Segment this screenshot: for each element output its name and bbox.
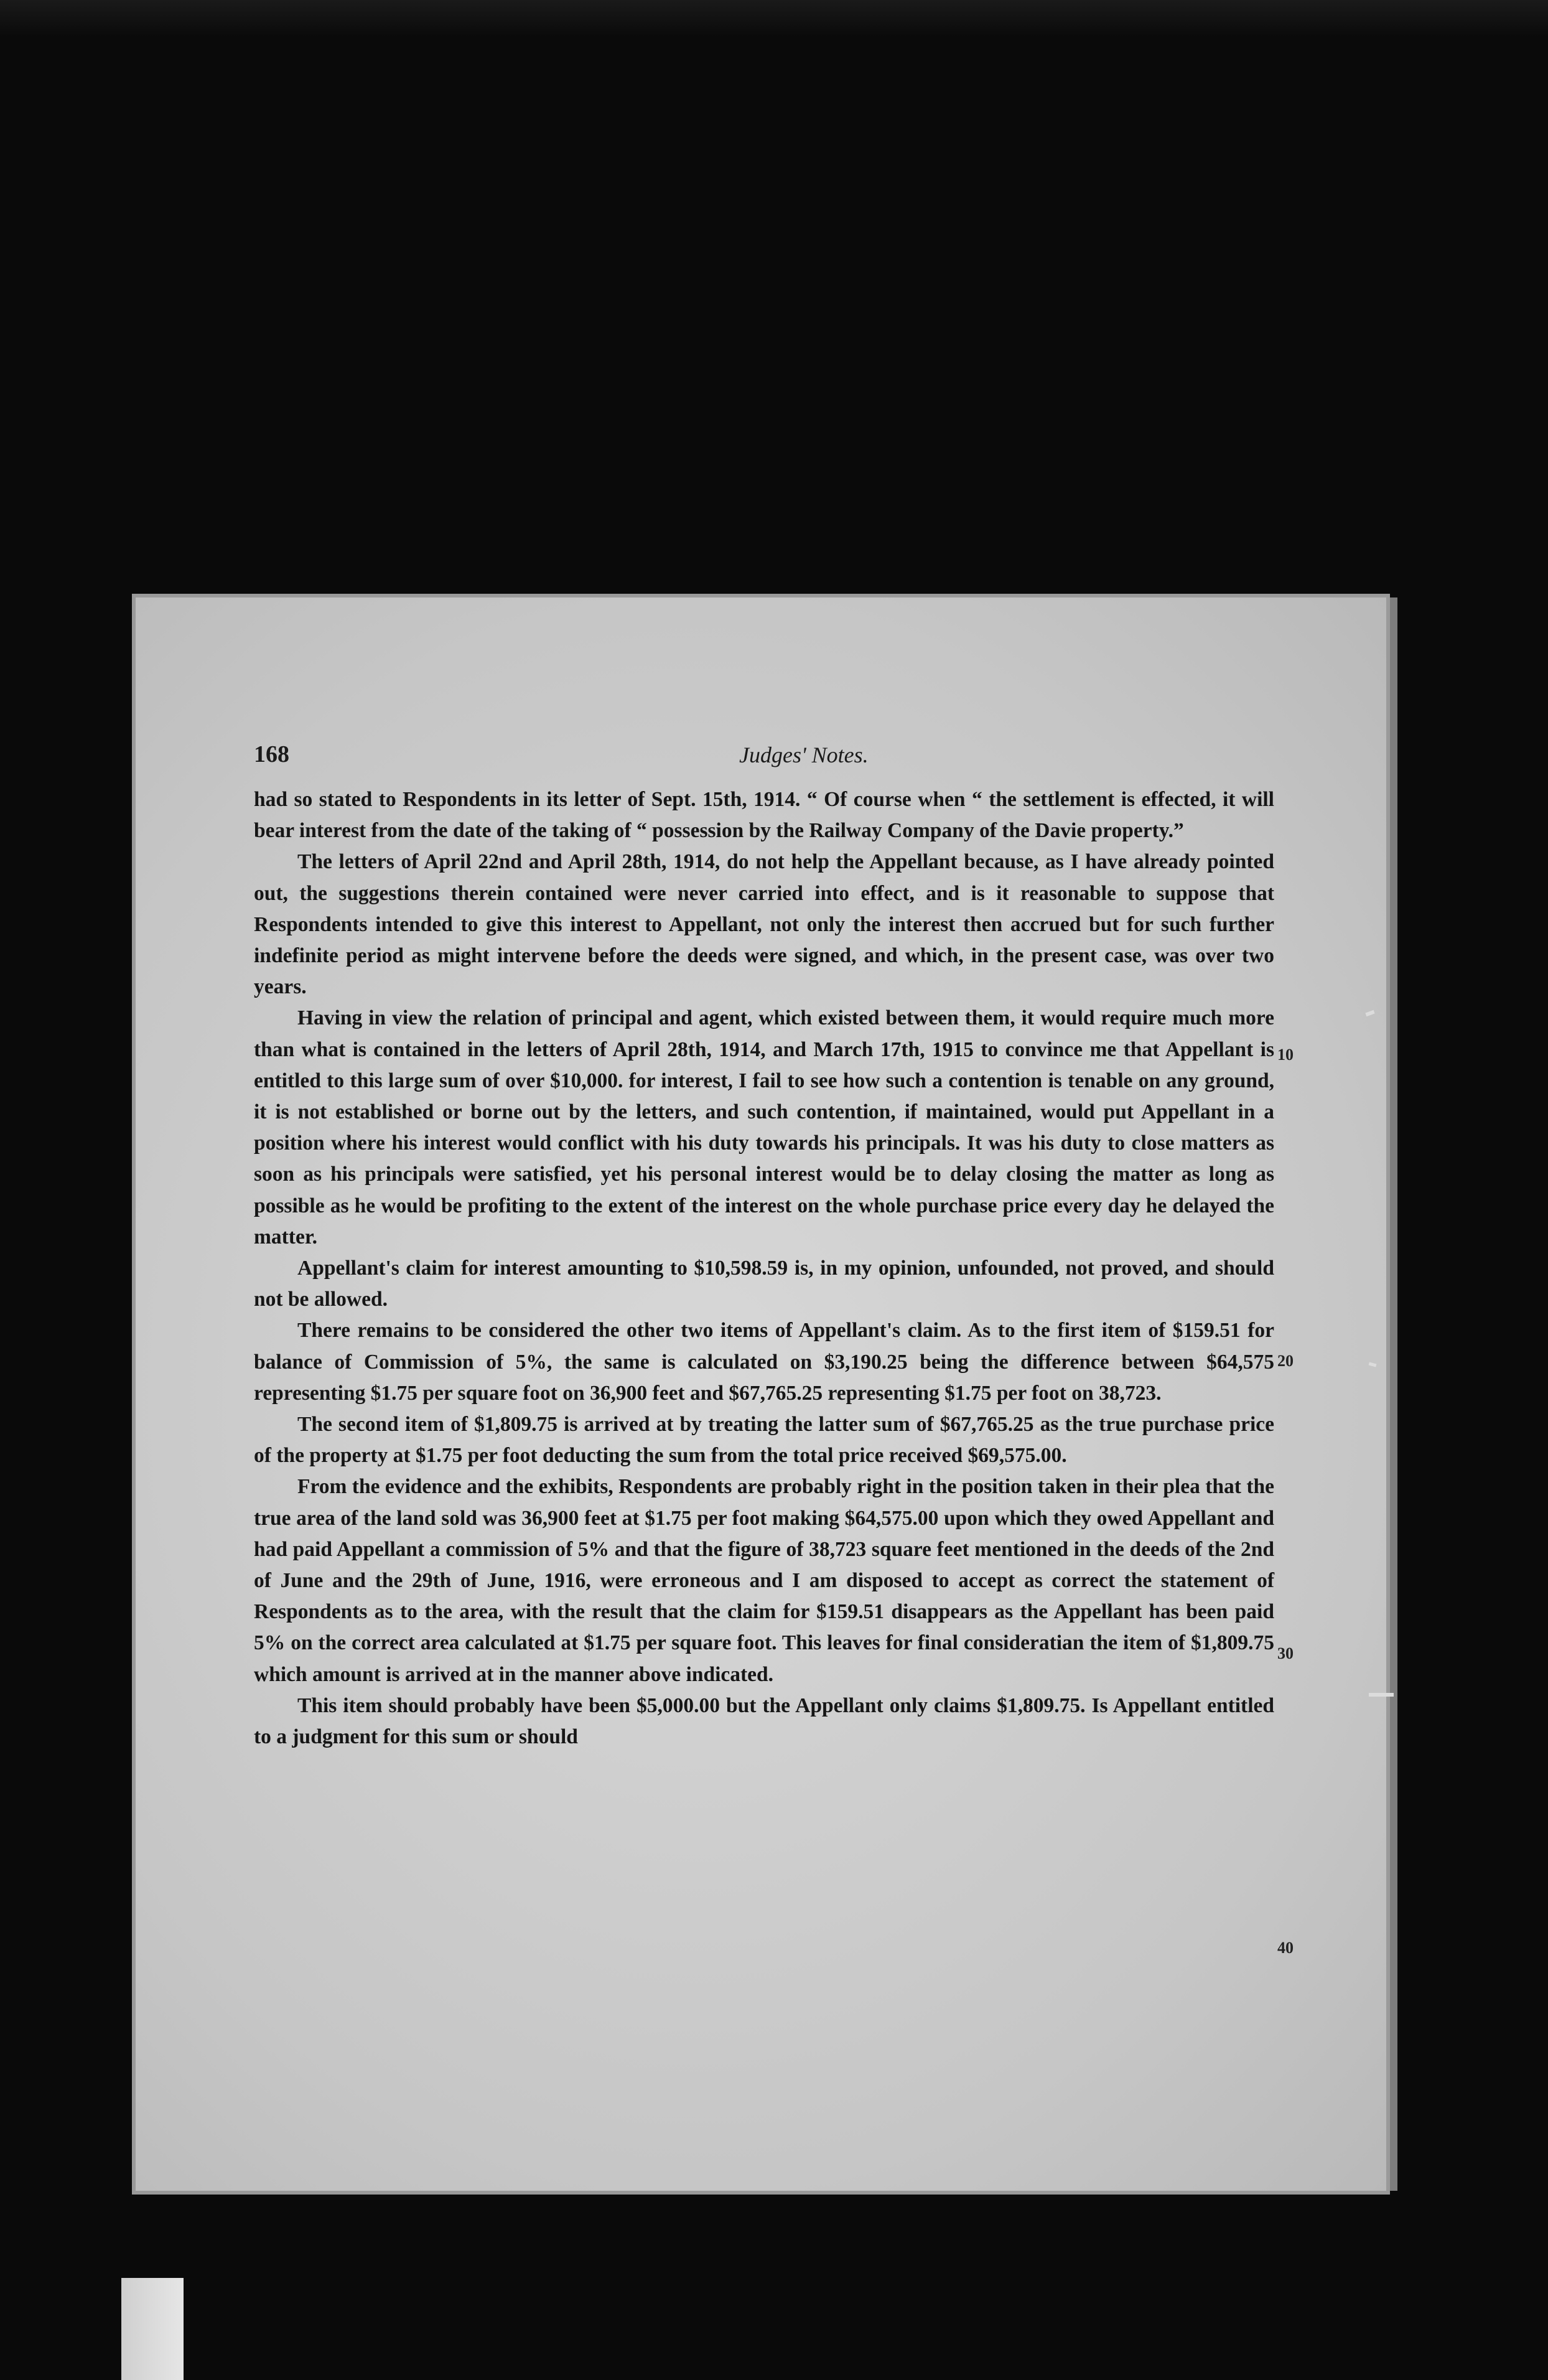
document-page — [136, 597, 1386, 2191]
paragraph-1: had so stated to Respondents in its letter of Sept. 15th, 1914. “ Of course when “ the settlement is effected, it will bear interest from the date of the taking of “ possession by the Railway Company of the Davie property.” — [254, 788, 1274, 843]
page-header — [254, 741, 1262, 778]
paragraph-8: This item should probably have been $5,000.00 but the Appellant only claims $1,809.75. Is Appellant entitled to a judgment for this sum or should — [254, 1694, 1274, 1749]
body-text — [254, 784, 1274, 1753]
paragraph-3: Having in view the relation of principal and agent, which existed between them, it would require much more than what is contained in the letters of April 28th, 1914, and March 17th, 1915 to convince me that Appellant is entitled to this large sum of over $10,000. for interest, I fail to see how such a contention is tenable on any ground, it is not established or borne out by the letters, and such contention, if maintained, would put Appellant in a position where his interest would conflict with his duty towards his principals. It was his duty to close matters as soon as his principals were satisfied, yet his personal interest would be to delay closing the matter as long as possible as he would be profiting to the extent of the interest on the whole purchase price every day he delayed the matter. — [254, 1006, 1274, 1249]
line-number-40: 40 — [1277, 1939, 1294, 1957]
paragraph-7: From the evidence and the exhibits, Respondents are probably right in the position taken in their plea that the true area of the land sold was 36,900 feet at $1.75 per foot making $64,575.00 upon which they owed Appellant and had paid Appellant a commission of 5% and that the figure of 38,723 square feet mentioned in the deeds of the 2nd of June and the 29th of June, 1916, were erroneous and I am disposed to accept as correct the statement of Respondents as to the area, with the result that the claim for $159.51 disappears as the Appellant has been paid 5% on the correct area calculated at $1.75 per square foot. This leaves for final consideratian the item of $1,809.75 which amount is arrived at in the manner above indicated. — [254, 1475, 1274, 1686]
paragraph-5: There remains to be considered the other two items of Appellant's claim. As to the first item of $159.51 for balance of Commission of 5%, the same is calculated on $3,190.25 being the difference between $64,575 representing $1.75 per square foot on 36,900 feet and $67,765.25 representing $1.75 per foot on 38,723. — [254, 1319, 1274, 1405]
film-speck — [1369, 1693, 1394, 1697]
paragraph-2: The letters of April 22nd and April 28th, 1914, do not help the Appellant because, as I have already pointed out, the suggestions therein contained were never carried into effect, and is it reasonable to suppose that Respondents intended to give this interest to Appellant, not only the interest then accrued but for such further indefinite period as might intervene before the deeds were signed, and which, in the present case, was over two years. — [254, 850, 1274, 999]
paragraph-6: The second item of $1,809.75 is arrived at by treating the latter sum of $67,765.25 as the true purchase price of the property at $1.75 per foot deducting the sum from the total price received $69,575.00. — [254, 1413, 1274, 1468]
page-number: 168 — [254, 741, 289, 767]
film-leader-tab — [121, 2278, 184, 2380]
line-number-30: 30 — [1277, 1644, 1294, 1662]
film-edge-strip — [0, 0, 1548, 37]
paragraph-4: Appellant's claim for interest amounting to $10,598.59 is, in my opinion, unfounded, not proved, and should not be allowed. — [254, 1257, 1274, 1311]
line-number-20: 20 — [1277, 1352, 1294, 1370]
running-head: Judges' Notes. — [739, 743, 869, 767]
line-number-10: 10 — [1277, 1046, 1294, 1064]
